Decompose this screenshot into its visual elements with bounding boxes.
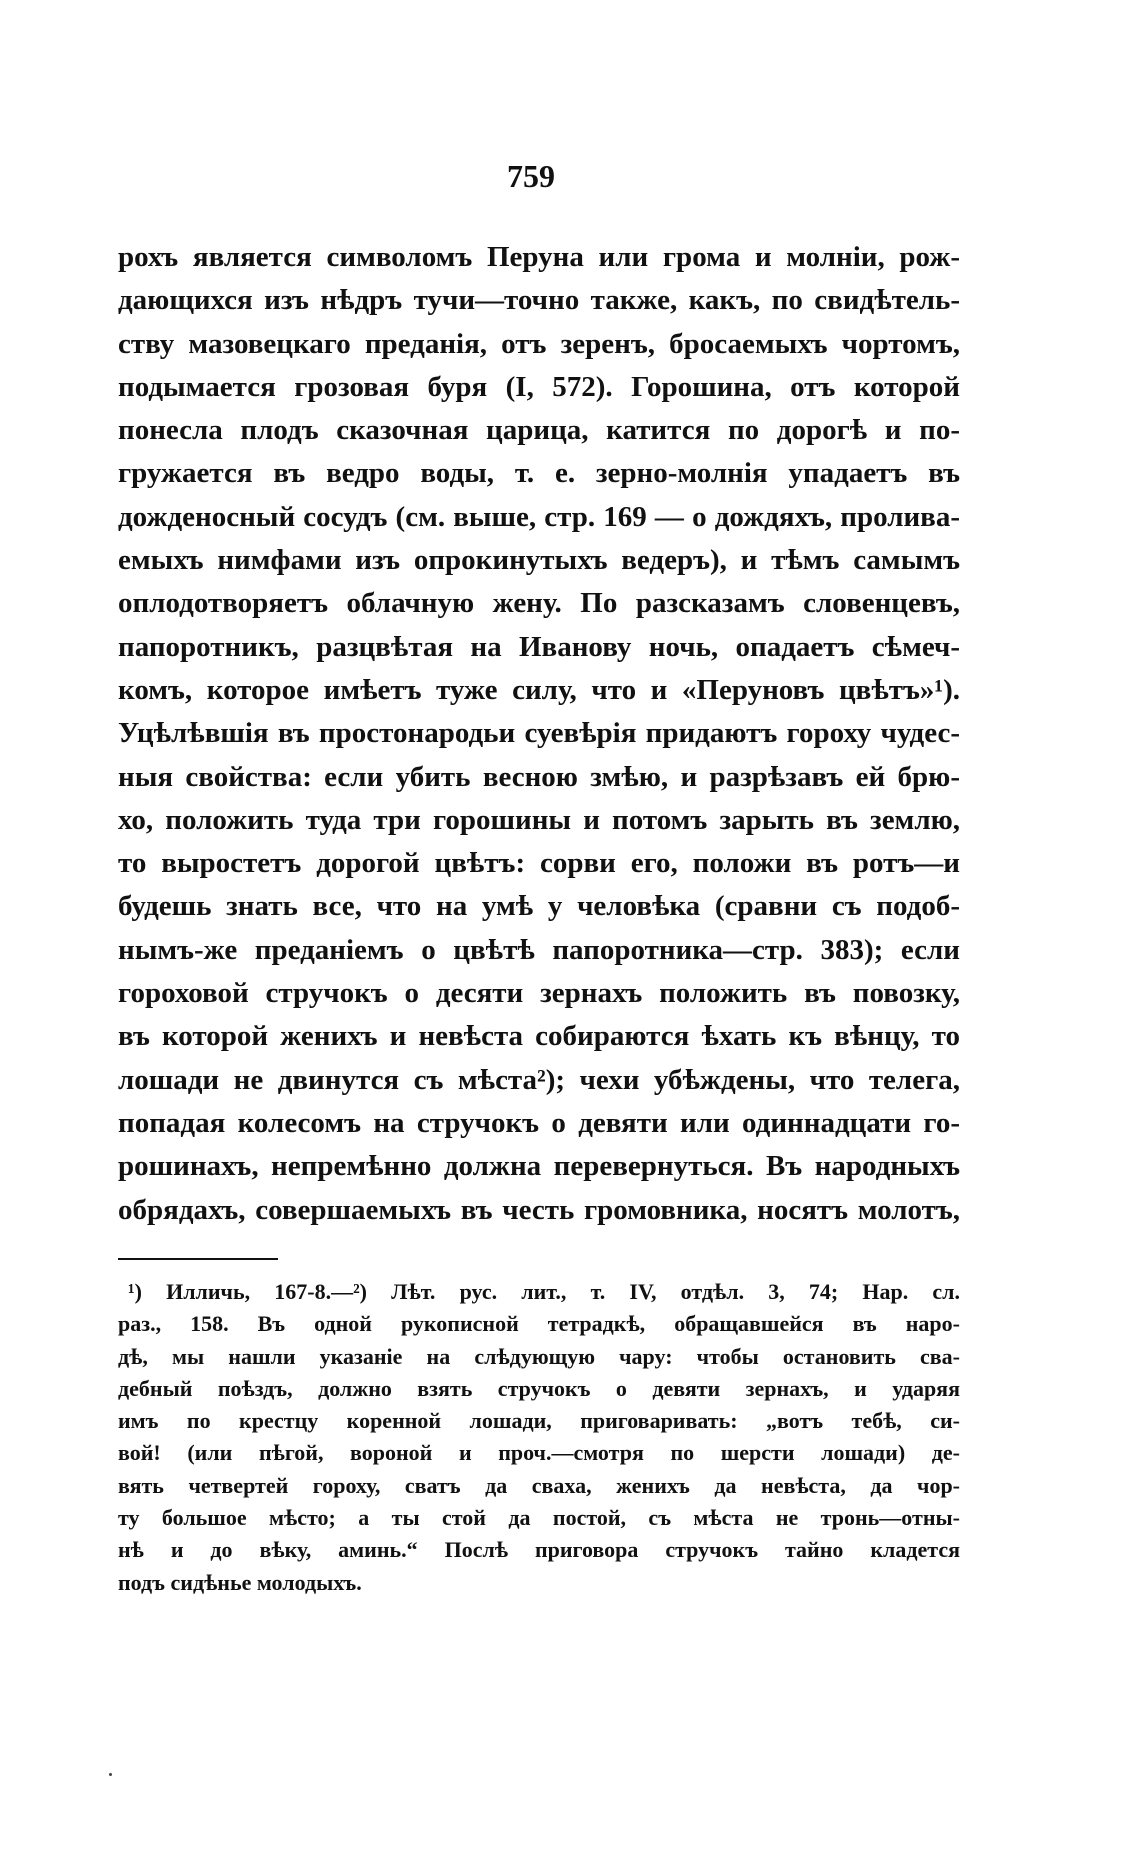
- text-line: дожденосный сосудъ (см. выше, стр. 169 — о дождяхъ, проливa-: [118, 500, 960, 533]
- text-line: обрядахъ, совершаемыхъ въ честь громовника, носятъ молотъ,: [118, 1193, 960, 1226]
- footnote-line: раз., 158. Въ одной рукописной тетрадкѣ, обращавшейся въ наро-: [118, 1311, 960, 1337]
- footnote-line: ту большое мѣсто; а ты стой да постой, съ мѣста не тронь—отны-: [118, 1505, 960, 1531]
- text-line: Уцѣлѣвшія въ простонародьи суевѣрія придаютъ гороху чудес-: [118, 717, 960, 750]
- text-line: ству мазовецкаго преданія, отъ зеренъ, бросаемыхъ чортомъ,: [118, 327, 960, 360]
- footnote-line: дебный поѣздъ, должно взять стручокъ о девяти зернахъ, и ударяя: [118, 1375, 960, 1401]
- text-line: лошади не двинутся съ мѣста²); чехи убѣждены, что телега,: [118, 1063, 960, 1096]
- text-line: ныя свойства: если убить весною змѣю, и разрѣзавъ ей брю-: [118, 760, 960, 793]
- footnote-divider: [118, 1258, 278, 1260]
- page-number: 759: [507, 158, 555, 194]
- text-line: подымается грозовая буря (I, 572). Горошина, отъ которой: [118, 370, 960, 403]
- footnote-line: подъ сидѣнье молодыхъ.: [118, 1569, 362, 1595]
- footnote-line: вой! (или пѣгой, вороной и проч.—смотря по шерсти лошади) де-: [118, 1440, 960, 1466]
- text-line: понесла плодъ сказочная царица, катится по дорогѣ и по-: [118, 414, 960, 447]
- footnote-line: нѣ и до вѣку, аминь.“ Послѣ приговора стручокъ тайно кладется: [118, 1537, 960, 1563]
- text-line: нымъ-же преданіемъ о цвѣтѣ папоротника—стр. 383); если: [118, 933, 960, 966]
- text-line: попадая колесомъ на стручокъ о девяти или одиннадцати го-: [118, 1106, 960, 1139]
- text-line: папоротникъ, разцвѣтая на Иванову ночь, опадаетъ сѣмеч-: [118, 630, 960, 663]
- text-line: рошинахъ, непремѣнно должна перевернуться. Въ народныхъ: [118, 1150, 960, 1183]
- text-line: хо, положить туда три горошины и потомъ зарыть въ землю,: [118, 803, 960, 836]
- text-line: въ которой женихъ и невѣста собираются ѣхать къ вѣнцу, то: [118, 1020, 960, 1053]
- text-line: дающихся изъ нѣдръ тучи—точно также, какъ, по свидѣтель-: [118, 284, 960, 317]
- footnote-line: дѣ, мы нашли указаніе на слѣдующую чару: чтобы остановить сва-: [118, 1343, 960, 1369]
- footnote-line: ¹) Илличь, 167-8.—²) Лѣт. рус. лит., т. IV, отдѣл. 3, 74; Нар. сл.: [128, 1279, 960, 1304]
- footnotes: [118, 1276, 960, 1599]
- text-line: емыхъ нимфами изъ опрокинутыхъ ведеръ), и тѣмъ самымъ: [118, 544, 960, 577]
- footnote-line: вять четвертей гороху, сватъ да сваха, женихъ да невѣста, да чор-: [118, 1472, 960, 1498]
- main-text: [118, 236, 960, 1232]
- text-line: комъ, которое имѣетъ туже силу, что и «Перуновъ цвѣтъ»¹).: [118, 673, 960, 706]
- text-line: гружается въ ведро воды, т. е. зерно-молнія упадаетъ въ: [118, 457, 960, 490]
- text-line: будешь знать все, что на умѣ у человѣка (сравни съ подоб-: [118, 890, 960, 923]
- footnote-line: имъ по крестцу коренной лошади, приговаривать: „вотъ тебѣ, си-: [118, 1408, 960, 1434]
- text-line: то выростетъ дорогой цвѣтъ: сорви его, положи въ ротъ—и: [118, 847, 960, 880]
- text-line: оплодотворяетъ облачную жену. По разсказамъ словенцевъ,: [118, 587, 960, 620]
- print-speck: [109, 1773, 112, 1776]
- text-line: гороховой стручокъ о десяти зернахъ положить въ повозку,: [118, 977, 960, 1010]
- text-line: рохъ является символомъ Перуна или грома и молніи, рож-: [118, 241, 960, 273]
